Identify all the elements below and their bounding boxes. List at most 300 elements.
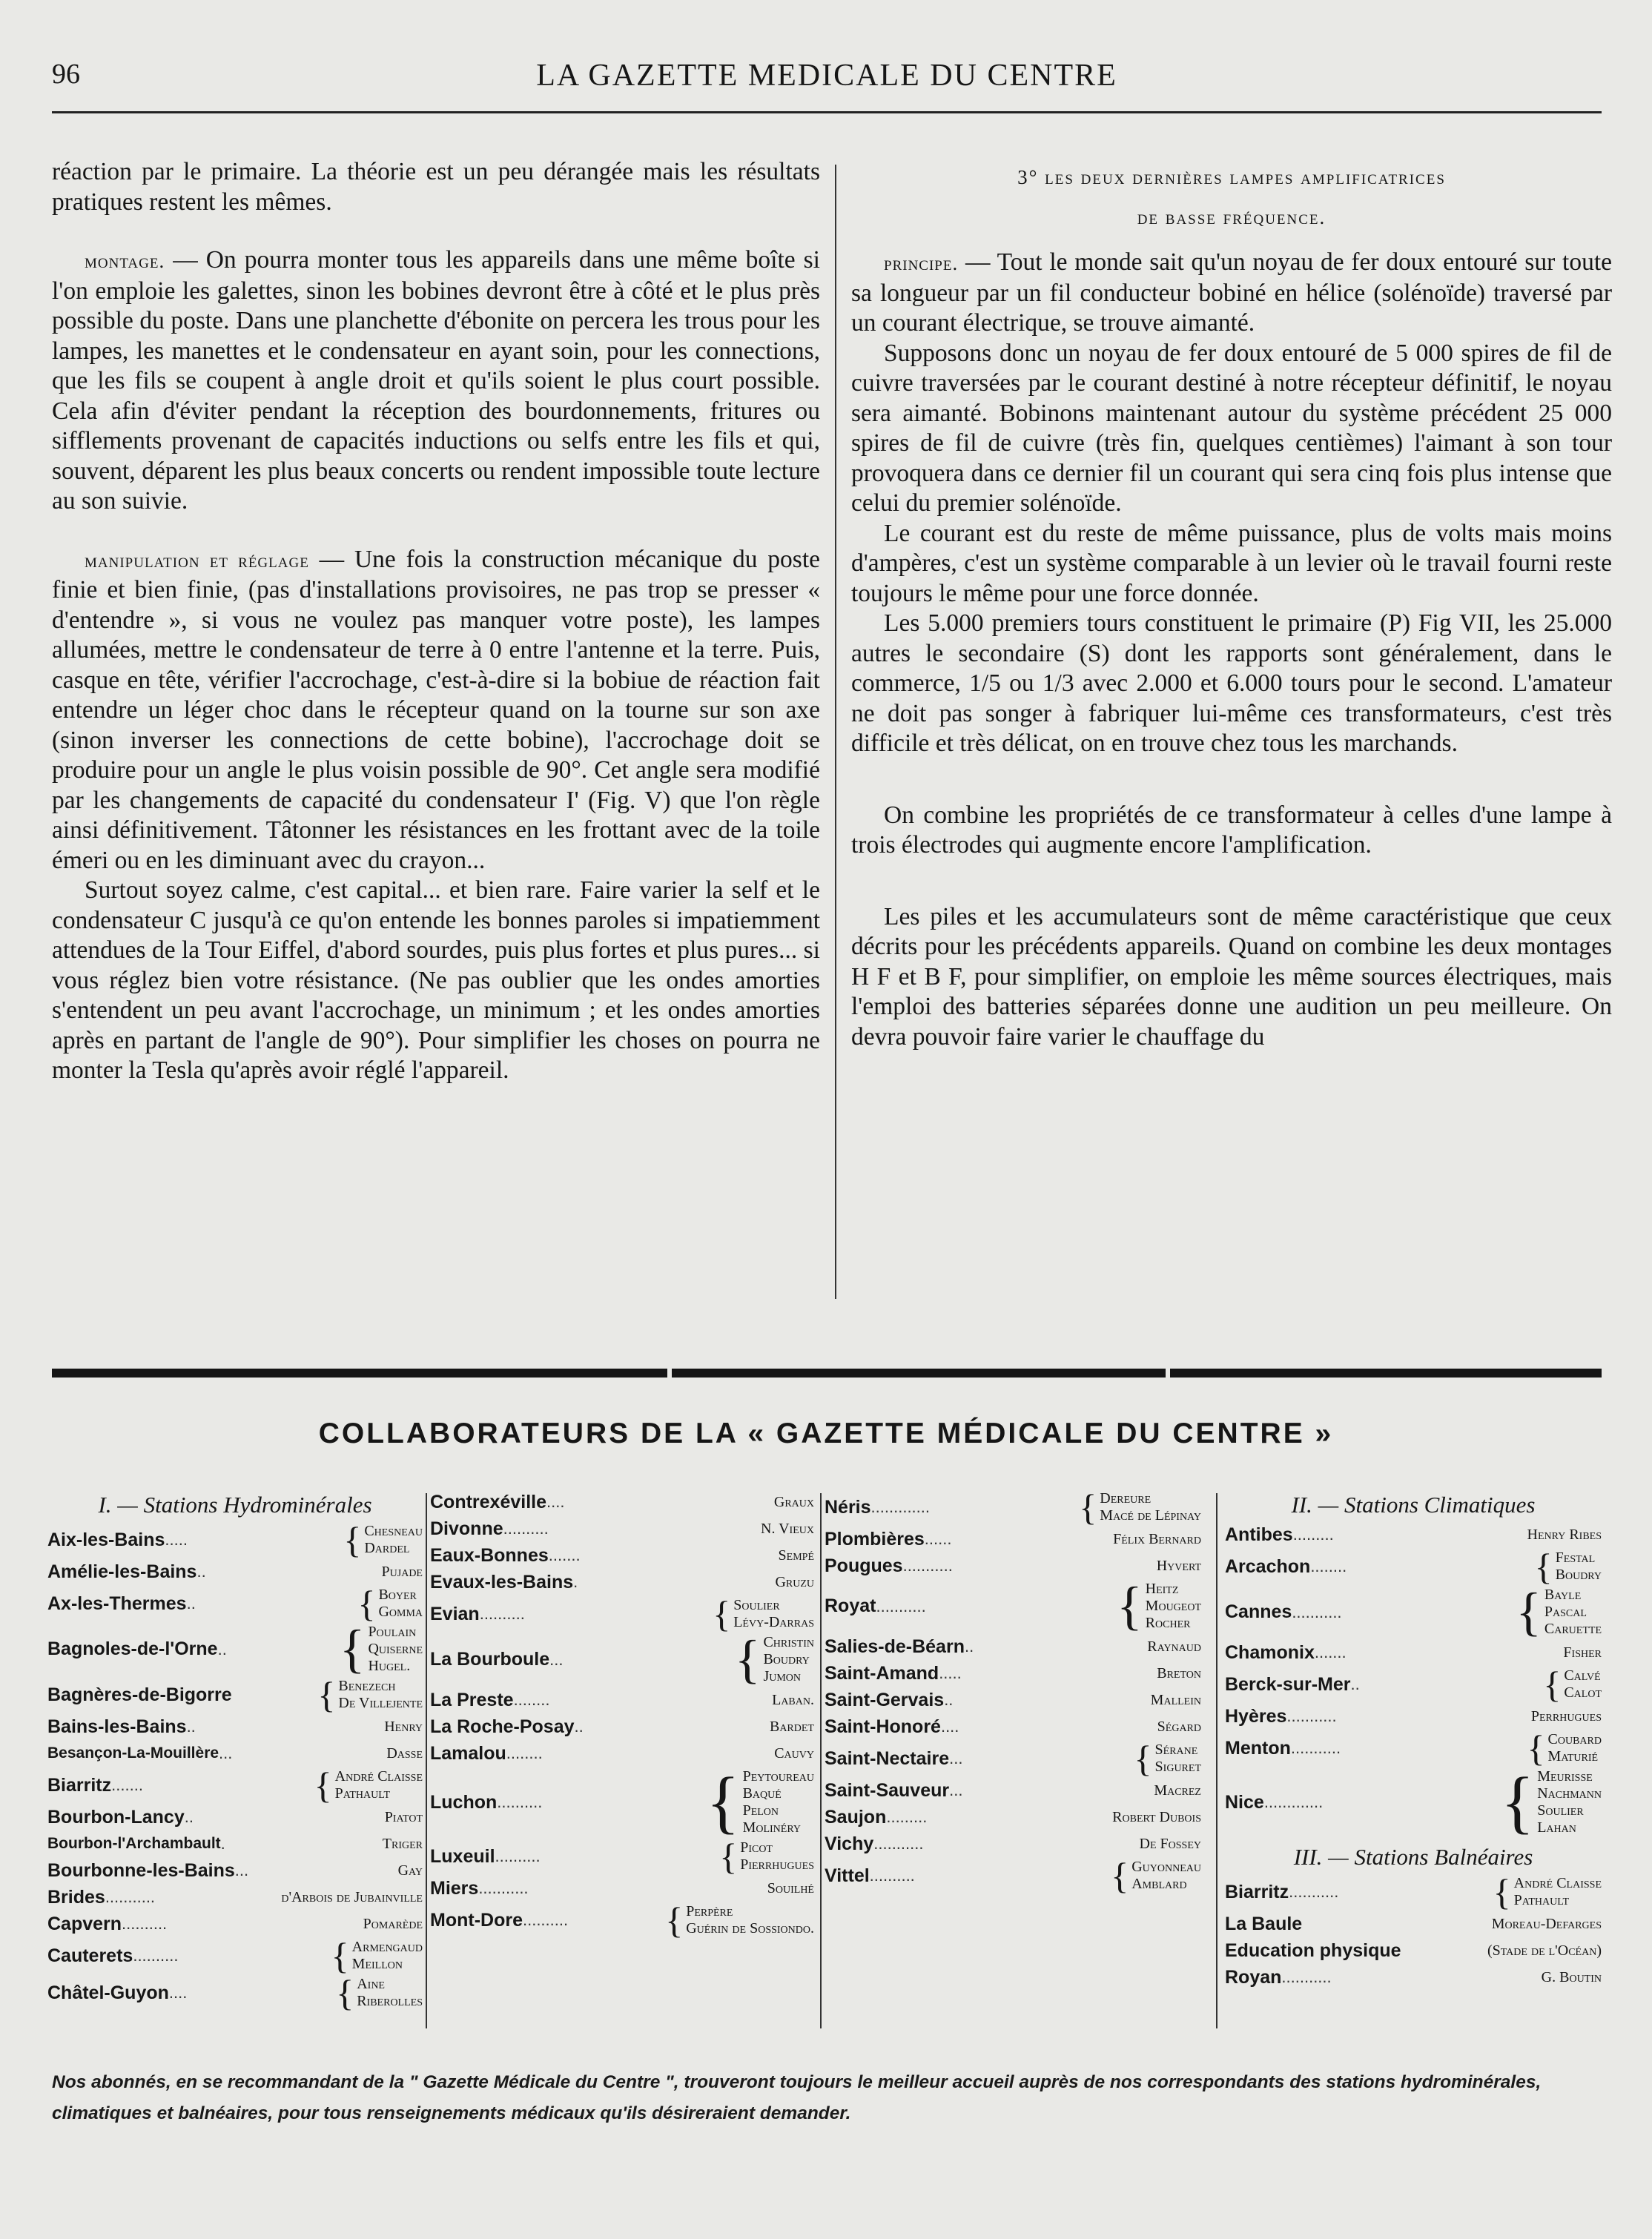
leader-dots: ..... — [939, 1664, 962, 1682]
brace-glyph: { — [343, 1519, 362, 1561]
leader-dots: ..... — [165, 1530, 188, 1549]
station-name: Royan — [1225, 1966, 1282, 1988]
directory-entry — [825, 1804, 1201, 1830]
correspondent-names — [384, 1719, 423, 1736]
station-name: Royat — [825, 1595, 876, 1616]
leader-dots: ......... — [1292, 1525, 1334, 1544]
directory-entry — [825, 1576, 1201, 1636]
leader-dots: .......... — [495, 1847, 541, 1865]
correspondent-names — [1117, 1576, 1201, 1636]
brace-glyph: { — [1079, 1486, 1097, 1528]
correspondent-names — [1151, 1692, 1201, 1709]
directory-entry — [47, 1713, 423, 1740]
correspondent-name: Ségard — [1157, 1718, 1201, 1735]
page-number: 96 — [52, 59, 80, 90]
paragraph: Le courant est du reste de même puissance, plus de volts mais moins d'ampères, c'est un système comparable à un levier où le travail fourni reste toujours le même pour une force donnée. — [851, 519, 1612, 607]
correspondent-name: Pathault — [1513, 1892, 1570, 1908]
directory-entry — [47, 1830, 423, 1857]
correspondent-names — [1501, 1764, 1602, 1841]
correspondent-names — [385, 1809, 423, 1826]
directory-entry — [1225, 1727, 1602, 1769]
station-name: Miers — [430, 1877, 479, 1899]
section-separator — [52, 1369, 1602, 1378]
station-name: Amélie-les-Bains — [47, 1561, 197, 1582]
directory-entry — [825, 1740, 1201, 1777]
correspondent-names — [1111, 1855, 1201, 1896]
station-name: Saint-Amand — [825, 1662, 939, 1684]
station-name: Bagnoles-de-l'Orne — [47, 1638, 218, 1659]
correspondent-names — [1113, 1531, 1201, 1548]
leader-dots: . — [573, 1572, 578, 1591]
station-name: Saint-Sauveur — [825, 1779, 950, 1801]
leader-dots: ........... — [1289, 1882, 1339, 1901]
station-name: Contrexéville — [430, 1491, 547, 1512]
directory-entry — [47, 1619, 423, 1679]
directory-entry — [47, 1558, 423, 1585]
directory-entry — [825, 1486, 1201, 1528]
station-name: Plombières — [825, 1528, 925, 1550]
correspondent-name: Quiserne — [368, 1641, 423, 1657]
correspondent-name: Pathault — [334, 1785, 391, 1802]
directory-entry — [1225, 1873, 1602, 1911]
correspondent-name: Henry Ribes — [1527, 1526, 1602, 1543]
correspondent-name: Boudry — [1555, 1567, 1602, 1583]
leader-dots: ........... — [873, 1834, 924, 1853]
directory-entry — [430, 1740, 814, 1767]
brace-glyph: { — [331, 1935, 349, 1977]
correspondent-names — [1563, 1644, 1602, 1661]
correspondent-name: Graux — [773, 1493, 814, 1510]
leader-dots: .. — [186, 1717, 196, 1736]
correspondent-names — [1493, 1871, 1602, 1913]
brace-glyph: { — [357, 1583, 376, 1624]
paragraph: Les piles et les accumulateurs sont de même caractéristique que ceux décrits pour les précédents appareils. Quand on combine les deux montages H F et B F, pour simplifier, on emploie les même sources électriques, mais l'emploi des batteries séparées donne une audition un peu meilleure. On devra pouvoir faire varier le chauffage du — [851, 902, 1612, 1051]
correspondent-name: Macrez — [1154, 1782, 1201, 1799]
directory-entry — [825, 1526, 1201, 1552]
station-name: Vichy — [825, 1833, 874, 1854]
directory-column-hydro — [47, 1489, 423, 2014]
directory-entry — [1225, 1582, 1602, 1641]
correspondent-names — [343, 1519, 423, 1561]
correspondent-name: Boyer — [378, 1587, 417, 1603]
correspondent-name: Souilhé — [767, 1879, 814, 1896]
directory-entry — [430, 1764, 814, 1841]
paragraph-text: — Une fois la construction mécanique du poste finie et bien finie, (pas d'installations provisoires, ne pas trop se presser « d'entendre », si vous ne voulez pas manquer votre poste), les lampes allumées, mettre le condensateur de terre à 0 entre l'antenne et la terre. Puis, casque en tête, vérifier l'accrochage, c'est-à-dire si la bobiue de réaction fait entendre un léger choc dans le récepteur quand on la tourne sur son axe (sinon inverser les connections de cette bobine), l'accrochage doit se produire pour un angle le plus voisin possible de 90°. Cet angle sera modifié par les changements de capacité du condensateur I' (Fig. V) que l'on règle ainsi définitivement. Tâtonner les résistances en les frottant avec de la toile émeri ou en les diminuant avec du crayon... — [52, 545, 820, 874]
leader-dots: .. — [186, 1594, 196, 1613]
correspondent-names — [1079, 1486, 1201, 1528]
correspondent-names — [1112, 1809, 1201, 1826]
correspondent-name: Félix Bernard — [1113, 1530, 1201, 1547]
station-name: Ax-les-Thermes — [47, 1593, 187, 1614]
correspondent-name: Pascal — [1544, 1604, 1587, 1620]
directory-entry — [430, 1687, 814, 1713]
section-title-line: de basse fréquence. — [1137, 206, 1326, 228]
leader-dots: ........ — [513, 1690, 550, 1709]
directory-entry — [430, 1569, 814, 1595]
correspondent-names — [775, 1574, 814, 1591]
correspondent-name: Hyvert — [1156, 1557, 1201, 1574]
directory-entry — [430, 1899, 814, 1941]
paragraph: On combine les propriétés de ce transformateur à celles d'une lampe à trois électrodes qui augmente encore l'amplification. — [851, 801, 1612, 859]
correspondent-name: d'Arbois de Jubainville — [281, 1888, 423, 1905]
correspondent-name: N. Vieux — [761, 1520, 814, 1537]
correspondent-names — [713, 1593, 814, 1635]
correspondent-names — [772, 1692, 814, 1709]
leader-dots: .... — [940, 1717, 959, 1736]
correspondent-names — [314, 1765, 423, 1806]
correspondent-name: Gay — [397, 1862, 423, 1879]
directory-entry — [47, 1935, 423, 1977]
correspondent-name: Fisher — [1563, 1644, 1602, 1661]
station-name: Evaux-les-Bains — [430, 1571, 574, 1593]
station-name: Bagnères-de-Bigorre — [47, 1684, 232, 1705]
station-name: Antibes — [1225, 1524, 1293, 1545]
leader-dots: ........... — [1292, 1602, 1342, 1621]
correspondent-name: Perrhugues — [1530, 1707, 1602, 1724]
leader-dots: ........ — [506, 1744, 543, 1762]
leader-dots: ....... — [548, 1546, 581, 1564]
paragraph-montage — [52, 245, 820, 517]
leader-dots: .. — [184, 1808, 194, 1826]
correspondent-name: Siguret — [1154, 1759, 1201, 1775]
correspondent-name: Calot — [1564, 1684, 1602, 1701]
station-name: Aix-les-Bains — [47, 1529, 165, 1550]
directory-entry — [430, 1838, 814, 1875]
directory-entry — [430, 1875, 814, 1902]
brace-glyph: { — [706, 1764, 740, 1841]
station-name: Arcachon — [1225, 1555, 1311, 1577]
correspondent-names — [1487, 1942, 1602, 1959]
leader-dots: ........... — [105, 1888, 156, 1906]
correspondent-names — [770, 1719, 814, 1736]
correspondent-name: Lévy-Darras — [733, 1614, 814, 1630]
correspondent-names — [665, 1899, 814, 1941]
directory-column-climat — [1225, 1489, 1602, 1991]
correspondent-name: Meurisse — [1537, 1768, 1593, 1785]
correspondent-names — [767, 1880, 814, 1897]
correspondent-names — [1516, 1582, 1602, 1641]
correspondent-names — [357, 1583, 423, 1624]
brace-glyph: { — [713, 1593, 731, 1635]
station-name: Divonne — [430, 1518, 503, 1539]
directory-entry — [825, 1713, 1201, 1740]
leader-dots: .. — [964, 1637, 974, 1656]
column-divider — [835, 165, 836, 1299]
correspondent-names — [1157, 1558, 1201, 1575]
correspondent-name: Baqué — [742, 1785, 782, 1802]
leader-dots: .. — [196, 1562, 206, 1581]
correspondent-names — [383, 1836, 423, 1853]
correspondent-name: Cauvy — [774, 1744, 814, 1762]
directory-entry — [1225, 1548, 1602, 1585]
correspondent-names — [774, 1745, 814, 1762]
brace-glyph: { — [1501, 1764, 1535, 1841]
station-name: Saujon — [825, 1806, 887, 1828]
directory-entry — [47, 1804, 423, 1830]
correspondent-name: Gomma — [378, 1604, 423, 1620]
correspondent-name: Rocher — [1145, 1615, 1191, 1631]
collaborators-title: COLLABORATEURS DE LA « GAZETTE MÉDICALE DU CENTRE » — [318, 1418, 1334, 1449]
directory-entry — [47, 1911, 423, 1937]
directory-entry — [430, 1713, 814, 1740]
correspondent-names — [706, 1764, 814, 1841]
correspondent-name: Benezech — [338, 1678, 396, 1694]
directory-entry — [430, 1630, 814, 1689]
correspondent-name: Macé de Lépinay — [1100, 1507, 1201, 1524]
station-name: Châtel-Guyon — [47, 1982, 169, 2003]
station-name: Besançon-La-Mouillère — [47, 1744, 219, 1762]
leader-dots: ......... — [886, 1808, 928, 1826]
directory-column-hydro-2 — [430, 1489, 814, 1939]
directory-entry — [1225, 1639, 1602, 1666]
station-name: Eaux-Bonnes — [430, 1544, 549, 1566]
correspondent-names — [1154, 1782, 1201, 1799]
correspondent-name: Perpère — [686, 1903, 733, 1919]
station-name: La Preste — [430, 1689, 514, 1710]
station-name: Luchon — [430, 1791, 498, 1813]
correspondent-names — [1140, 1836, 1201, 1853]
station-name: Néris — [825, 1496, 871, 1518]
brace-glyph: { — [1543, 1664, 1562, 1705]
correspondent-name: Bayle — [1544, 1587, 1582, 1603]
correspondent-names — [331, 1935, 423, 1977]
correspondent-name: Breton — [1157, 1664, 1201, 1681]
correspondent-name: Meillon — [351, 1956, 403, 1972]
station-name: La Roche-Posay — [430, 1716, 575, 1737]
brace-glyph: { — [1534, 1546, 1553, 1587]
correspondent-name: (Stade de l'Océan) — [1487, 1942, 1602, 1959]
correspondent-name: De Fossey — [1139, 1835, 1201, 1852]
leader-dots: .. — [217, 1639, 227, 1658]
directory-entry — [825, 1857, 1201, 1894]
correspondent-name: Dardel — [364, 1540, 410, 1556]
correspondent-name: Maturié — [1547, 1748, 1599, 1765]
correspondent-names — [363, 1916, 423, 1933]
correspondent-name: Henry — [384, 1718, 423, 1735]
correspondent-name: Aine — [357, 1976, 385, 1992]
paragraph-text: — On pourra monter tous les appareils dans une même boîte si l'on emploie les galettes, sinon les bobines devront être à côté et le plus près possible du poste. Dans une planchette d'ébonite on percera les trous pour les lampes, les manettes et le condensateur en ayant soin, pour les connections, que les fils se coupent à angle droit et qu'ils soient le plus court possible. Cela afin d'éviter pendant la réception des bourdonnements, fritures ou sifflements provenant de capacités inductions ou selfs entre les fils et qui, souvent, déparent les plus beaux concerts ou rendent impossible toute lecture au son suivie. — [52, 246, 820, 515]
station-name: Luxeuil — [430, 1845, 495, 1867]
correspondent-name: Bardet — [769, 1718, 814, 1735]
paragraph-text: — Tout le monde sait qu'un noyau de fer doux entouré sur toute sa longueur par un fil conducteur bobiné en hélice (solénoïde) traversé par un courant électrique, se trouve aimanté. — [851, 248, 1612, 337]
directory-entry — [47, 1857, 423, 1884]
correspondent-names — [336, 1972, 423, 2014]
correspondent-name: Riberolles — [357, 1993, 423, 2009]
correspondent-name: G. Boutin — [1541, 1968, 1602, 1985]
correspondent-names — [1157, 1665, 1201, 1682]
leader-dots: .. — [1350, 1675, 1360, 1693]
paragraph: Supposons donc un noyau de fer doux entouré de 5 000 spires de fil de cuivre traversées par le courant destiné à notre récepteur définitif, le noyau sera aimanté. Bobinons maintenant autour du système précédent 25 000 spires de fil de cuivre (très fin, quelques centièmes) l'aimant à son tour provoquera dans ce dernier fil un courant qui sera cinq fois plus intense que celui du premier solénoïde. — [851, 339, 1612, 517]
correspondent-name: Moreau-Defarges — [1491, 1915, 1602, 1932]
correspondent-name: Calvé — [1564, 1667, 1601, 1684]
station-name: La Bourboule — [430, 1649, 550, 1670]
brace-glyph: { — [1527, 1727, 1545, 1769]
directory-entry — [47, 1519, 423, 1561]
correspondent-names — [1531, 1708, 1602, 1725]
correspondent-name: Jumon — [763, 1668, 801, 1684]
station-name: Cannes — [1225, 1601, 1292, 1622]
correspondent-names — [719, 1836, 814, 1877]
correspondent-names — [386, 1745, 423, 1762]
station-name: Biarritz — [1225, 1881, 1289, 1902]
directory-entry — [47, 1884, 423, 1911]
correspondent-name: Amblard — [1131, 1876, 1187, 1892]
correspondent-name: De Villejente — [338, 1695, 423, 1711]
directory-entry — [825, 1660, 1201, 1687]
brace-glyph: { — [336, 1972, 354, 2014]
correspondent-names — [382, 1564, 423, 1581]
leader-dots: ........... — [876, 1596, 926, 1615]
correspondent-name: Chesneau — [364, 1523, 423, 1539]
station-name: Bourbonne-les-Bains — [47, 1859, 235, 1881]
leader-dots: .......... — [133, 1946, 179, 1965]
leader-dots: ............. — [1263, 1793, 1324, 1811]
correspondent-name: André Claisse — [334, 1768, 423, 1785]
station-name: Salies-de-Béarn — [825, 1636, 965, 1657]
directory-entry — [47, 1740, 423, 1767]
paragraph-manipulation — [52, 545, 820, 876]
correspondent-name: Boudry — [763, 1651, 810, 1667]
leader-dots: .......... — [479, 1604, 525, 1623]
brace-glyph: { — [339, 1619, 366, 1679]
directory-entry — [1225, 1964, 1602, 1991]
directory-entry — [1225, 1937, 1602, 1964]
section-title — [851, 157, 1612, 237]
station-name: Chamonix — [1225, 1641, 1315, 1663]
leader-dots: ........... — [902, 1556, 953, 1575]
station-name: Evian — [430, 1603, 480, 1624]
correspondent-names — [774, 1494, 814, 1511]
section-title-line: 3° les deux dernières lampes amplificatrices — [1017, 166, 1446, 188]
correspondent-name: Guérin de Sossiondo. — [686, 1920, 814, 1937]
correspondent-name: Poulain — [368, 1624, 417, 1640]
directory-entry — [430, 1489, 814, 1515]
station-name: Lamalou — [430, 1742, 506, 1764]
station-name: Cauterets — [47, 1945, 133, 1966]
brace-glyph: { — [314, 1765, 332, 1806]
station-name: Nice — [1225, 1791, 1264, 1813]
correspondent-name: Nachmann — [1537, 1785, 1602, 1802]
station-name: Saint-Honoré — [825, 1716, 941, 1737]
leader-dots: .......... — [122, 1914, 168, 1933]
paragraph-principe — [851, 248, 1612, 339]
correspondent-name: Festal — [1555, 1550, 1596, 1566]
directory-heading: II. — Stations Climatiques — [1291, 1492, 1536, 1518]
directory-divider — [1216, 1493, 1217, 2028]
correspondent-name: Mougeot — [1145, 1598, 1201, 1614]
correspondent-name: Guyonneau — [1131, 1859, 1201, 1875]
leader-dots: .......... — [497, 1793, 543, 1811]
correspondent-names — [1543, 1664, 1602, 1705]
directory-entry — [430, 1542, 814, 1569]
footnote: Nos abonnés, en se recommandant de la " Gazette Médicale du Centre ", trouveront toujours le meilleur accueil auprès de nos correspondants des stations hydrominérales, climatiques et balnéaires, pour tous renseignements médicaux qu'ils désireraient demander. — [52, 2072, 1542, 2123]
correspondent-name: Heitz — [1145, 1581, 1179, 1597]
station-name: Mont-Dore — [430, 1909, 523, 1931]
correspondent-names — [317, 1674, 423, 1716]
leader-dots: ... — [549, 1650, 564, 1669]
leader-dots: ........ — [1310, 1557, 1347, 1575]
directory-divider — [820, 1493, 822, 2028]
station-name: Pougues — [825, 1555, 903, 1576]
correspondent-name: Pomarède — [363, 1915, 423, 1932]
run-in-heading: principe. — [884, 252, 959, 274]
correspondent-names — [734, 1630, 814, 1689]
directory-entry — [47, 1767, 423, 1804]
leader-dots: ... — [234, 1861, 249, 1879]
station-name: Brides — [47, 1886, 105, 1908]
directory-entry — [825, 1777, 1201, 1804]
station-name: Bourbon-Lancy — [47, 1806, 185, 1828]
brace-glyph: { — [734, 1630, 761, 1689]
correspondent-name: Coubard — [1547, 1731, 1602, 1747]
leader-dots: .. — [574, 1717, 584, 1736]
left-column — [52, 157, 820, 1086]
station-name: Bains-les-Bains — [47, 1716, 187, 1737]
station-name: Biarritz — [47, 1774, 112, 1796]
station-name: Vittel — [825, 1865, 870, 1886]
running-title: LA GAZETTE MEDICALE DU CENTRE — [536, 59, 1117, 93]
right-column — [851, 157, 1612, 1052]
leader-dots: ............. — [870, 1498, 931, 1516]
correspondent-name: Gruzu — [775, 1573, 814, 1590]
directory-entry — [47, 1585, 423, 1622]
correspondent-name: Caruette — [1544, 1621, 1602, 1637]
correspondent-names — [1534, 1546, 1602, 1587]
leader-dots: .......... — [503, 1519, 549, 1538]
leader-dots: ... — [949, 1749, 963, 1767]
brace-glyph: { — [1117, 1576, 1143, 1636]
correspondent-name: Sérane — [1154, 1742, 1198, 1758]
correspondent-name: Dereure — [1100, 1490, 1152, 1507]
station-name: Saint-Gervais — [825, 1689, 945, 1710]
directory-column-hydro-3 — [825, 1486, 1201, 1896]
directory-entry — [430, 1515, 814, 1542]
brace-glyph: { — [665, 1899, 684, 1941]
correspondent-name: Pujade — [381, 1563, 423, 1580]
correspondent-name: Soulier — [1537, 1802, 1584, 1819]
leader-dots: ........... — [1286, 1707, 1337, 1725]
correspondent-name: Pelon — [742, 1802, 779, 1819]
brace-glyph: { — [1516, 1582, 1542, 1641]
directory-entry — [47, 1674, 423, 1716]
correspondent-names — [281, 1889, 423, 1906]
directory-divider — [426, 1493, 427, 2028]
paragraph: Surtout soyez calme, c'est capital... et bien rare. Faire varier la self et le condensateur C jusqu'à ce qu'on entende les bonnes paroles si impatiemment attendues de la Tour Eiffel, d'abord sourdes, puis plus fortes et plus pures... si vous réglez bien votre résistance. (Ne pas oublier que les ondes amorties s'entendent un peu avant l'accrochage, un minimum ; et les ondes amorties après en partant de l'angle de 90°). Pour simplifier les choses on pourra ne monter la Tesla qu'après avoir réglé l'appareil. — [52, 876, 820, 1084]
paragraph: réaction par le primaire. La théorie est un peu dérangée mais les résultats pratiques restent les mêmes. — [52, 158, 820, 216]
leader-dots: .. — [944, 1690, 954, 1709]
brace-glyph: { — [317, 1674, 336, 1716]
directory-entry — [825, 1552, 1201, 1579]
leader-dots: ....... — [111, 1776, 143, 1794]
correspondent-name: Lahan — [1537, 1819, 1576, 1836]
correspondent-name: Sempé — [778, 1547, 814, 1564]
brace-glyph: { — [719, 1836, 738, 1877]
directory-entry — [1225, 1764, 1602, 1841]
correspondent-name: Pierrhugues — [740, 1856, 814, 1873]
correspondent-name: Piatot — [384, 1808, 423, 1825]
correspondent-names — [1157, 1719, 1201, 1736]
leader-dots: ...... — [924, 1529, 952, 1548]
leader-dots: ....... — [1314, 1643, 1347, 1661]
station-name: Education physique — [1225, 1939, 1401, 1961]
correspondent-name: Raynaud — [1147, 1638, 1201, 1655]
page-header — [52, 58, 1602, 102]
correspondent-name: Peytoureau — [742, 1768, 814, 1785]
correspondent-names — [1542, 1969, 1602, 1986]
directory-entry — [1225, 1521, 1602, 1548]
correspondent-name: Picot — [740, 1839, 773, 1856]
directory-entry — [1225, 1666, 1602, 1703]
